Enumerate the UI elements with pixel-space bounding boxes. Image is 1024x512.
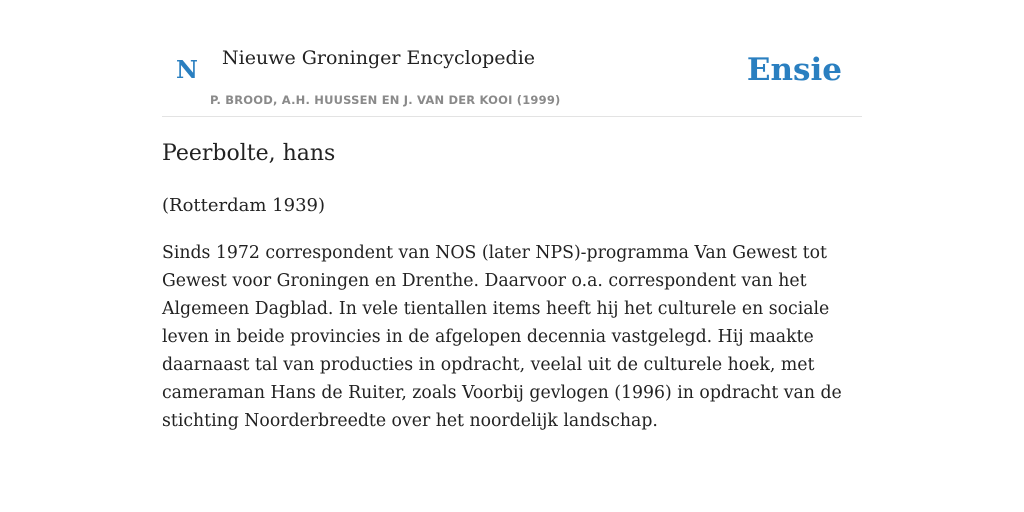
entry-subtitle: (Rotterdam 1939) [162, 195, 326, 216]
entry-title: Peerbolte, hans [162, 141, 336, 166]
book-logo-icon[interactable]: N [176, 55, 198, 84]
ensie-brand-link[interactable]: Ensie [746, 52, 842, 88]
page-container [162, 0, 862, 431]
entry-body: Sinds 1972 correspondent van NOS (later NPS)-programma Van Gewest tot Gewest voor Groningen en Drenthe. Daarvoor o.a. correspondent van het Algemeen Dagblad. In vele tientallen items heeft hij het culturele en sociale leven in beide provincies in de afgelopen decennia vastgelegd. Hij maakte daarnaast tal van producties in opdracht, veelal uit de culturele hoek, met cameraman Hans de Ruiter, zoals Voorbij gevlogen (1996) in opdracht van de stichting Noorderbreedte over het noordelijk landschap. [162, 243, 842, 431]
book-header [162, 0, 862, 117]
book-title-link[interactable]: Nieuwe Groninger Encyclopedie [222, 47, 536, 69]
book-authors: P. BROOD, A.H. HUUSSEN EN J. VAN DER KOOI (1999) [210, 93, 561, 107]
